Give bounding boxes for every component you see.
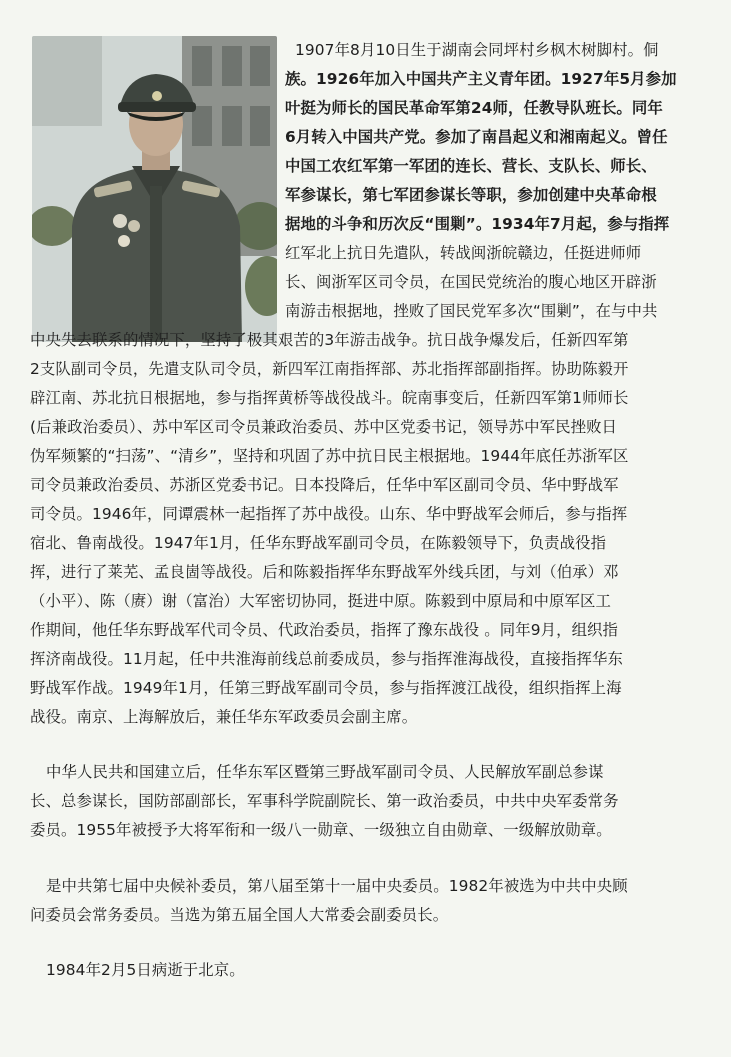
bio-line: （小平）、陈（赓）谢（富治）大军密切协同，挺进中原。陈毅到中原局和中原军区工 [30,592,611,610]
portrait-photo [32,36,277,342]
bio-line: 族。1926年加入中国共产主义青年团。1927年5月参加 [285,70,677,88]
bio-line: 中国工农红军第一军团的连长、营长、支队长、师长、 [285,157,657,175]
bio-line: 野战军作战。1949年1月，任第三野战军副司令员，参与指挥渡江战役，组织指挥上海 [30,679,622,697]
para3-line: 问委员会常务委员。当选为第五届全国人大常委会副委员长。 [30,906,449,924]
bio-line: 作期间，他任华东野战军代司令员、代政治委员，指挥了豫东战役 。同年9月，组织指 [30,621,619,639]
bio-line: 据地的斗争和历次反“围剿”。1934年7月起，参与指挥 [285,215,670,233]
bio-line: 中央失去联系的情况下，坚持了极其艰苦的3年游击战争。抗日战争爆发后，任新四军第 [30,331,629,349]
bio-line: 宿北、鲁南战役。1947年1月，任华东野战军副司令员，在陈毅领导下，负责战役指 [30,534,607,552]
para4-line: 1984年2月5日病逝于北京。 [46,961,245,979]
bio-line: 2支队副司令员，先遣支队司令员，新四军江南指挥部、苏北指挥部副指挥。协助陈毅开 [30,360,629,378]
bio-line: 战役。南京、上海解放后，兼任华东军政委员会副主席。 [30,708,418,726]
bio-line: 红军北上抗日先遣队，转战闽浙皖赣边，任挺进师师 [285,244,642,262]
bio-line: 司令员兼政治委员、苏浙区党委书记。日本投降后，任华中军区副司令员、华中野战军 [30,476,619,494]
para2-line: 长、总参谋长，国防部副部长，军事科学院副院长、第一政治委员，中共中央军委常务 [30,792,619,810]
bio-line: 军参谋长，第七军团参谋长等职，参加创建中央革命根 [285,186,657,204]
bio-line: 1907年8月10日生于湖南会同坪村乡枫木树脚村。侗 [295,41,659,59]
para2-line: 委员。1955年被授予大将军衔和一级八一勋章、一级独立自由勋章、一级解放勋章。 [30,821,612,839]
bio-line: 6月转入中国共产党。参加了南昌起义和湘南起义。曾任 [285,128,668,146]
portrait-photo-icon [32,36,277,342]
bio-line: 司令员。1946年，同谭震林一起指挥了苏中战役。山东、华中野战军会师后，参与指挥 [30,505,628,523]
bio-line: 伪军频繁的“扫荡”、“清乡”，坚持和巩固了苏中抗日民主根据地。1944年底任苏浙军区 [30,447,629,465]
bio-line: 长、闽浙军区司令员，在国民党统治的腹心地区开辟浙 [285,273,657,291]
para2-line: 中华人民共和国建立后，任华东军区暨第三野战军副司令员、人民解放军副总参谋 [46,763,604,781]
bio-line: 辟江南、苏北抗日根据地，参与指挥黄桥等战役战斗。皖南事变后，任新四军第1师师长 [30,389,629,407]
bio-line: 挥济南战役。11月起，任中共淮海前线总前委成员，参与指挥淮海战役，直接指挥华东 [30,650,623,668]
bio-line: 南游击根据地，挫败了国民党军多次“围剿”，在与中共 [285,302,658,320]
para3-line: 是中共第七届中央候补委员，第八届至第十一届中央委员。1982年被选为中共中央顾 [46,877,628,895]
bio-line: 叶挺为师长的国民革命军第24师，任教导队班长。同年 [285,99,663,117]
bio-line: 挥，进行了莱芜、孟良崮等战役。后和陈毅指挥华东野战军外线兵团，与刘（伯承）邓 [30,563,619,581]
bio-line: (后兼政治委员）、苏中军区司令员兼政治委员、苏中区党委书记，领导苏中军民挫败日 [30,418,618,436]
